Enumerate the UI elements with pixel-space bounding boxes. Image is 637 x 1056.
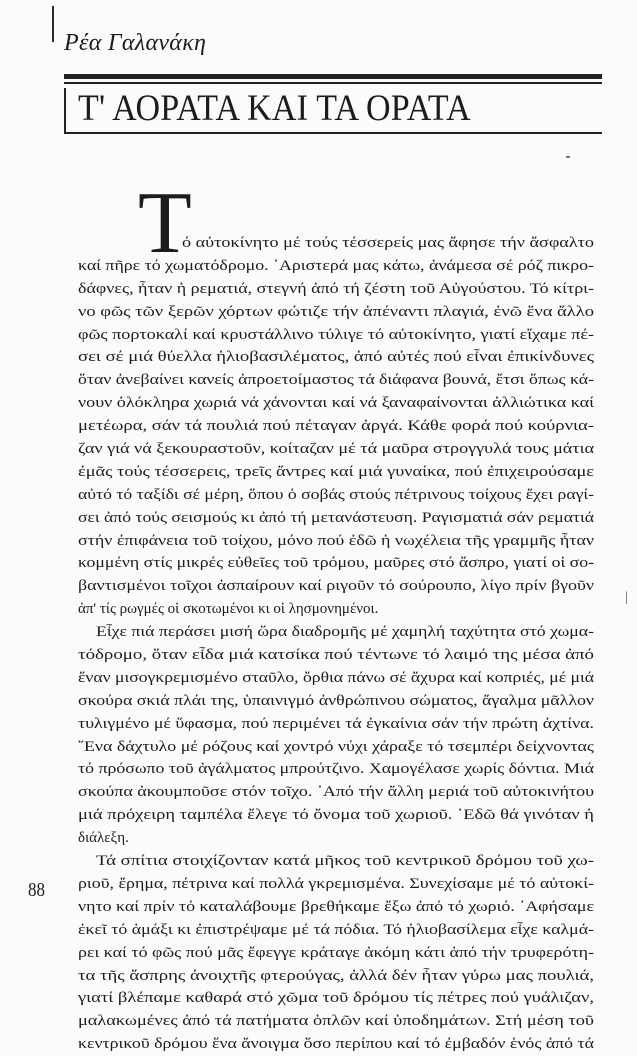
text-line: ζαν γιά νά ξεκουραστοῦν, κοίταζαν μέ τά μαῦρα στρογγυλά τους μάτια: [78, 441, 594, 458]
header-rule-thick: [64, 74, 602, 79]
text-line: αὐτό τό ταξίδι σέ μέρη, ὅπου ὁ σοβάς στούς πέτρινους τοίχους ἔχει ραγί-: [78, 486, 594, 503]
text-line: νητο καί πρίν τό καταλάβουμε βρεθήκαμε ἔξω ἀπό τό χωριό. ᾿Αφήσαμε: [78, 898, 594, 915]
title-left-border: [64, 88, 66, 132]
text-line: τό πρόσωπο τοῦ ἀγάλματος μπρούτζινο. Χαμογέλασε χωρίς δόντια. Μιά: [78, 761, 594, 778]
text-line: μιά πρόχειρη ταμπέλα ἔλεγε τό ὄνομα τοῦ χωριοῦ. ᾿Εδῶ θά γινόταν ἡ: [78, 807, 594, 824]
text-line: τα τῆς ἄσπρης ἀνοιχτῆς φτερούγας, ἀλλά δέν ἦταν γύρω μας πουλιά,: [78, 967, 594, 984]
text-line: ἐκεῖ τό ἁμάξι κι ἐπιστρέψαμε μέ τά πόδια. Τό ἡλιοβασίλεμα εἶχε καλμά-: [78, 921, 594, 938]
text-line: σκούπα ἀκουμποῦσε στόν τοῖχο. ᾿Από τήν ἄλλη μεριά τοῦ αὐτοκινήτου: [78, 784, 594, 801]
text-line: ὅταν ἀνεβαίνει κανείς ἀπροετοίμαστος τά διάφανα βουνά, ἔτσι ὅπως κά-: [78, 372, 594, 389]
text-line: ριοῦ, ἔρημα, πέτρινα καί πολλά γκρεμισμένα. Συνεχίσαμε μέ τό αὐτοκί-: [78, 875, 594, 892]
text-line: σκούρα σκιά πλάι της, ὑπαινιγμό ἀνθρώπινου σώματος, ἄγαλμα μᾶλλον: [78, 692, 594, 709]
scan-speck: [566, 156, 570, 158]
header-rule-thin: [64, 82, 602, 84]
margin-rule: [52, 6, 54, 42]
text-line: μετέωρα, σάν τά πουλιά πού πέταγαν ἀργά. Κάθε φορά πού κούρνια-: [78, 418, 594, 435]
margin-mark: |: [625, 590, 628, 605]
text-line: γιατί βλέπαμε καθαρά στό χῶμα τοῦ δρόμου τίς πέτρες πού γυάλιζαν,: [78, 990, 594, 1007]
text-line: φῶς πορτοκαλί καί κρυστάλλινο τύλιγε τό αὐτοκίνητο, γιατί εἴχαμε πέ-: [78, 326, 594, 343]
text-line: βαντισμένοι τοῖχοι ἀσπαίρουν καί ριγοῦν τό σούρουπο, λίγο πρίν βγοῦν: [78, 578, 594, 595]
drop-cap: Τ: [138, 175, 192, 272]
text-line: κεντρικοῦ δρόμου ἕνα ἄνοιγμα ὅσο περίπου καί τό ἐμβαδόν ἑνός ἀπό τά: [78, 1036, 594, 1053]
author-name: Ρέα Γαλανάκη: [64, 30, 207, 56]
title-underline: [64, 132, 602, 134]
body-text: [78, 232, 594, 1056]
text-line: Τά σπίτια στοιχίζονταν κατά μῆκος τοῦ κεντρικοῦ δρόμου τοῦ χω-: [96, 853, 594, 870]
text-line: τυλιγμένο μέ ὕφασμα, πού περιμένει τά ἐγκαίνια σάν τήν πρώτη ἀχτίνα.: [78, 715, 594, 732]
chapter-title: Τ' ΑΟΡΑΤΑ ΚΑΙ ΤΑ ΟΡΑΤΑ: [78, 88, 471, 129]
text-line: τόδρομο, ὅταν εἶδα μιά κατσίκα πού τέντωνε τό λαιμό της μέσα ἀπό: [78, 647, 594, 664]
text-line: δάφνες, ἦταν ἡ ρεματιά, στεγνή ἀπό τή ζέστη τοῦ Αὐγούστου. Τό κίτρι-: [78, 280, 594, 297]
text-line: ρει καί τό φῶς πού μᾶς ἔφεγγε κράταγε ἀκόμη κάτι ἀπό τήν τρυφερότη-: [78, 944, 594, 961]
text-line: μαλακωμένες ἀπό τά πατήματα ὁπλῶν καί ὑποδημάτων. Στή μέση τοῦ: [78, 1013, 594, 1030]
page-number: 88: [28, 878, 45, 901]
text-line: ἀπ' τίς ρωγμές οἱ σκοτωμένοι κι οἱ λησμονημένοι.: [78, 601, 379, 618]
text-line: καί πῆρε τό χωματόδρομο. ᾿Αριστερά μας κάτω, ἀνάμεσα σέ ρόζ πικρο-: [78, 257, 594, 274]
text-line: στήν ἐπιφάνεια τοῦ τοίχου, μόνο πού ἐδῶ ἡ νωχέλεια τῆς γραμμῆς ἦταν: [78, 532, 594, 549]
text-line: ό αὐτοκίνητο μέ τούς τέσσερείς μας ἄφησε τήν ἄσφαλτο: [182, 235, 594, 251]
text-line: ἐμᾶς τούς τέσσερεις, τρεῖς ἄντρες καί μιά γυναίκα, πού ἐπιχειρούσαμε: [78, 463, 594, 480]
text-line: διάλεξη.: [78, 830, 129, 847]
text-line: Εἶχε πιά περάσει μισή ὥρα διαδρομῆς μέ χαμηλή ταχύτητα στό χωμα-: [96, 624, 594, 641]
text-line: ῞Ενα δάχτυλο μέ ρόζους καί χοντρό νύχι χάραξε τό τσεμπέρι δείχνοντας: [78, 738, 594, 755]
text-line: σει σέ μιά θύελλα ἡλιοβασιλέματος, ἀπό αὐτές πού εἶναι ἐπικίνδυνες: [78, 349, 594, 366]
text-line: σει ἀπό τούς σεισμούς κι ἀπό τή μετανάστευση. Ραγισματιά σάν ρεματιά: [78, 509, 594, 526]
text-line: νο φῶς τῶν ξερῶν χόρτων φώτιζε τήν ἀπέναντι πλαγιά, ἐνῶ ἕνα ἄλλο: [78, 303, 594, 320]
text-line: νουν ὁλόκληρα χωριά νά χάνονται καί νά ξαναφαίνονται ἀλλιώτικα καί: [78, 395, 594, 412]
text-line: κομμένη στίς μικρές εὐθεῖες τοῦ τρόμου, μαῦρες στό ἄσπρο, γιατί οἱ σο-: [78, 555, 594, 572]
text-line: ἕναν μισογκρεμισμένο σταῦλο, ὄρθια πάνω σέ ἄχυρα καί κοπριές, μέ μιά: [78, 669, 594, 686]
